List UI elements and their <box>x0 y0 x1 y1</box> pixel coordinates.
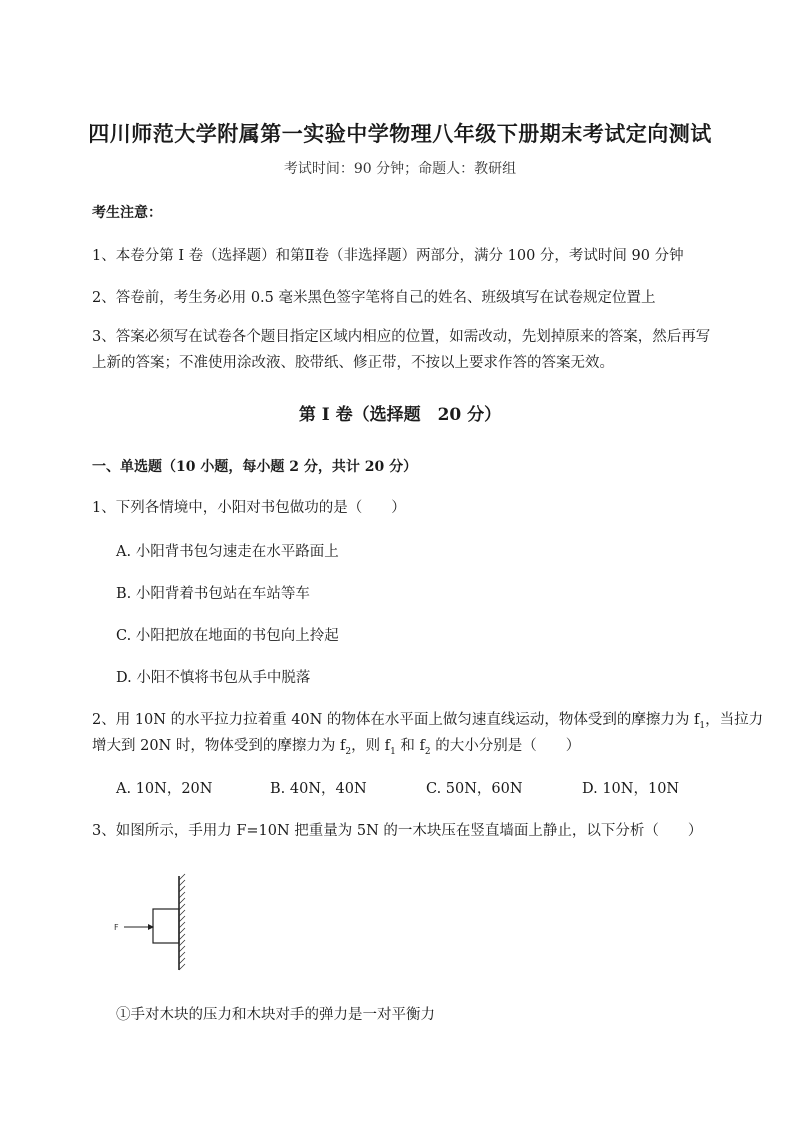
q2-subscript: 1 <box>699 720 706 731</box>
question-1-option-d: D. 小阳不慎将书包从手中脱落 <box>116 670 311 686</box>
question-1-stem: 1、下列各情境中，小阳对书包做功的是（ ） <box>92 500 406 516</box>
question-2-option-d: D. 10N，10N <box>582 781 680 797</box>
question-1-option-c: C. 小阳把放在地面的书包向上拎起 <box>116 628 339 644</box>
notice-item-3: 3、答案必须写在试卷各个题目指定区域内相应的位置，如需改动，先划掉原来的答案，然后再写上新的答案；不准使用涂改液、胶带纸、修正带，不按以上要求作答的答案无效。 <box>92 329 711 371</box>
question-2-line-2 <box>92 734 580 757</box>
wall-block-figure <box>110 870 210 980</box>
question-3-statement-1: ①手对木块的压力和木块对手的弹力是一对平衡力 <box>116 1007 435 1023</box>
question-2-option-b: B. 40N，40N <box>270 781 367 797</box>
exam-subtitle: 考试时间：90 分钟；命题人：教研组 <box>283 161 517 177</box>
question-1-option-b: B. 小阳背着书包站在车站等车 <box>116 586 310 602</box>
question-1-option-a: A. 小阳背书包匀速走在水平路面上 <box>116 544 339 560</box>
exam-title: 四川师范大学附属第一实验中学物理八年级下册期末考试定向测试 <box>88 121 712 146</box>
part-heading: 一、单选题（10 小题，每小题 2 分，共计 20 分） <box>92 459 418 475</box>
question-2-option-a: A. 10N，20N <box>116 781 213 797</box>
question-2-option-c: C. 50N，60N <box>426 781 523 797</box>
question-2-line-1 <box>92 708 763 731</box>
q2-text: 增大到 20N 时，物体受到的摩擦力为 f <box>92 738 346 754</box>
notice-item-1: 1、本卷分第 I 卷（选择题）和第Ⅱ卷（非选择题）两部分，满分 100 分，考试时间 90 分钟 <box>92 248 684 264</box>
q2-subscript: 2 <box>424 746 431 757</box>
section-title: 第 I 卷（选择题 20 分） <box>298 405 502 425</box>
q2-text: ，当拉力 <box>705 712 764 728</box>
notice-item-2: 2、答卷前，考生务必用 0.5 毫米黑色签字笔将自己的姓名、班级填写在试卷规定位置上 <box>92 290 656 306</box>
q2-text: 的大小分别是（ ） <box>430 738 581 754</box>
q2-text: 和 f <box>395 738 425 754</box>
q2-text: 2、用 10N 的水平拉力拉着重 40N 的物体在水平面上做匀速直线运动，物体受到的摩擦力为 f <box>92 712 700 728</box>
question-3-stem: 3、如图所示，手用力 F=10N 把重量为 5N 的一木块压在竖直墙面上静止，以下分析（ ） <box>92 823 703 839</box>
q2-text: ，则 f <box>351 738 391 754</box>
q2-subscript: 1 <box>390 746 396 757</box>
force-label: F <box>114 923 119 932</box>
wall-hatching <box>179 874 185 970</box>
force-diagram <box>110 870 210 984</box>
notice-heading: 考生注意： <box>92 205 162 221</box>
q2-subscript: 2 <box>345 746 352 757</box>
wood-block <box>153 909 179 943</box>
